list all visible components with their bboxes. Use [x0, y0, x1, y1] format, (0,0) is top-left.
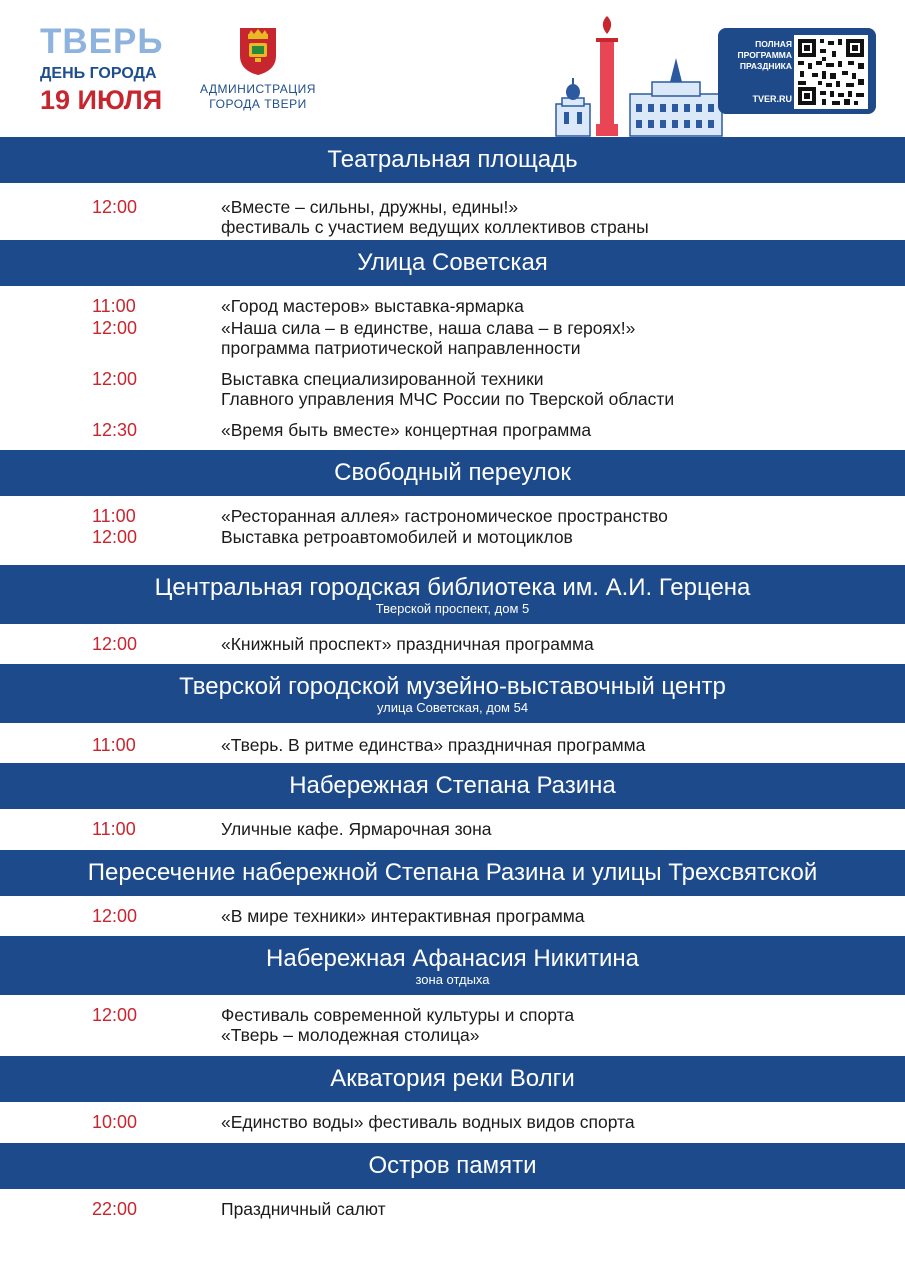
venue-title: Набережная Афанасия Никитина: [266, 944, 639, 972]
event-time: 11:00: [92, 735, 136, 755]
event-description: «Наша сила – в единстве, наша слава – в героях!» программа патриотической направленности: [221, 318, 636, 358]
event-list: [0, 995, 905, 1056]
event-row: [0, 995, 905, 1056]
event-time: 12:00: [92, 318, 138, 338]
event-row: [0, 369, 905, 420]
event-row: [0, 318, 905, 369]
city-skyline-illustration: [552, 12, 742, 137]
event-description: «Город мастеров» выставка-ярмарка: [221, 296, 524, 316]
program-qr-card[interactable]: [718, 28, 876, 114]
venue-title: Театральная площадь: [327, 146, 578, 173]
event-description: Уличные кафе. Ярмарочная зона: [221, 819, 492, 839]
venue-header: [0, 1143, 905, 1189]
event-row: [0, 286, 905, 318]
event-time: 12:00: [92, 906, 138, 926]
event-description: «Единство воды» фестиваль водных видов спорта: [221, 1112, 635, 1132]
event-description: «Тверь. В ритме единства» праздничная программа: [221, 735, 646, 755]
venue-header: [0, 565, 905, 624]
venue-title: Свободный переулок: [334, 459, 571, 486]
admin-line-2: ГОРОДА ТВЕРИ: [209, 97, 307, 111]
event-description: «Вместе – сильны, дружны, едины!» фестиваль с участием ведущих коллективов страны: [221, 197, 649, 237]
event-description: «Ресторанная аллея» гастрономическое пространство: [221, 506, 668, 526]
venue-title: Остров памяти: [368, 1152, 537, 1179]
venue-header: [0, 664, 905, 723]
venue-header: [0, 936, 905, 995]
event-time: 12:00: [92, 1005, 138, 1025]
administration-logo: [196, 26, 320, 112]
event-time: 12:00: [92, 634, 138, 654]
venue-header: [0, 240, 905, 286]
venue-header: [0, 137, 905, 183]
event-list: [0, 286, 905, 450]
event-description: «Время быть вместе» концертная программа: [221, 420, 592, 440]
event-time: 11:00: [92, 296, 136, 316]
event-row: [0, 809, 905, 850]
event-description: «Книжный проспект» праздничная программа: [221, 634, 594, 654]
event-description: Выставка специализированной техники Главного управления МЧС России по Тверской области: [221, 369, 675, 409]
venue-title: Набережная Степана Разина: [289, 772, 616, 799]
event-row: [0, 723, 905, 763]
venue-address: зона отдыха: [415, 971, 490, 987]
venue-address: улица Советская, дом 54: [376, 699, 529, 715]
event-list: [0, 809, 905, 850]
event-schedule: [0, 137, 905, 1249]
event-time: 12:00: [92, 527, 138, 547]
event-list: [0, 496, 905, 565]
event-list: [0, 896, 905, 936]
page-header: [0, 0, 905, 137]
event-time: 10:00: [92, 1112, 138, 1132]
venue-header: [0, 763, 905, 809]
event-list: [0, 1189, 905, 1249]
qr-site-link[interactable]: TVER.RU: [752, 94, 792, 104]
event-title-block: [40, 24, 164, 115]
qr-caption-line-2: ПРОГРАММА: [737, 50, 792, 60]
coat-of-arms-icon: [238, 26, 278, 76]
event-row: [0, 527, 905, 565]
event-time: 12:30: [92, 420, 138, 440]
venue-title: Центральная городская библиотека им. А.И. Герцена: [154, 573, 751, 601]
venue-address: Тверской проспект, дом 5: [375, 600, 530, 616]
venue-header: [0, 850, 905, 896]
venue-header: [0, 450, 905, 496]
event-row: [0, 896, 905, 936]
event-description: «В мире техники» интерактивная программа: [221, 906, 585, 926]
admin-line-1: АДМИНИСТРАЦИЯ: [200, 82, 316, 96]
event-time: 22:00: [92, 1199, 138, 1219]
event-description: Праздничный салют: [221, 1199, 386, 1219]
event-list: [0, 183, 905, 240]
event-list: [0, 1102, 905, 1143]
venue-title: Улица Советская: [357, 249, 548, 276]
qr-caption: [732, 39, 792, 72]
venue-title: Пересечение набережной Степана Разина и улицы Трехсвятской: [87, 859, 818, 886]
qr-caption-line-3: ПРАЗДНИКА: [739, 61, 792, 71]
event-time: 12:00: [92, 197, 138, 217]
holiday-name: ДЕНЬ ГОРОДА: [40, 65, 157, 82]
event-row: [0, 183, 905, 240]
city-name: ТВЕРЬ: [40, 22, 164, 61]
event-time: 11:00: [92, 506, 136, 526]
event-time: 12:00: [92, 369, 138, 389]
event-row: [0, 420, 905, 450]
event-list: [0, 723, 905, 763]
event-list: [0, 624, 905, 664]
venue-header: [0, 1056, 905, 1102]
event-description: Выставка ретроавтомобилей и мотоциклов: [221, 527, 573, 547]
qr-code-icon[interactable]: [794, 35, 868, 109]
event-time: 11:00: [92, 819, 136, 839]
venue-title: Акватория реки Волги: [330, 1065, 575, 1092]
holiday-date: 19 ИЮЛЯ: [40, 85, 163, 115]
event-row: [0, 1189, 905, 1249]
venue-title: Тверской городской музейно-выставочный центр: [179, 672, 726, 700]
event-row: [0, 496, 905, 527]
event-description: Фестиваль современной культуры и спорта «Тверь – молодежная столица»: [221, 1005, 575, 1045]
event-row: [0, 1102, 905, 1143]
qr-caption-line-1: ПОЛНАЯ: [755, 39, 792, 49]
event-row: [0, 624, 905, 664]
